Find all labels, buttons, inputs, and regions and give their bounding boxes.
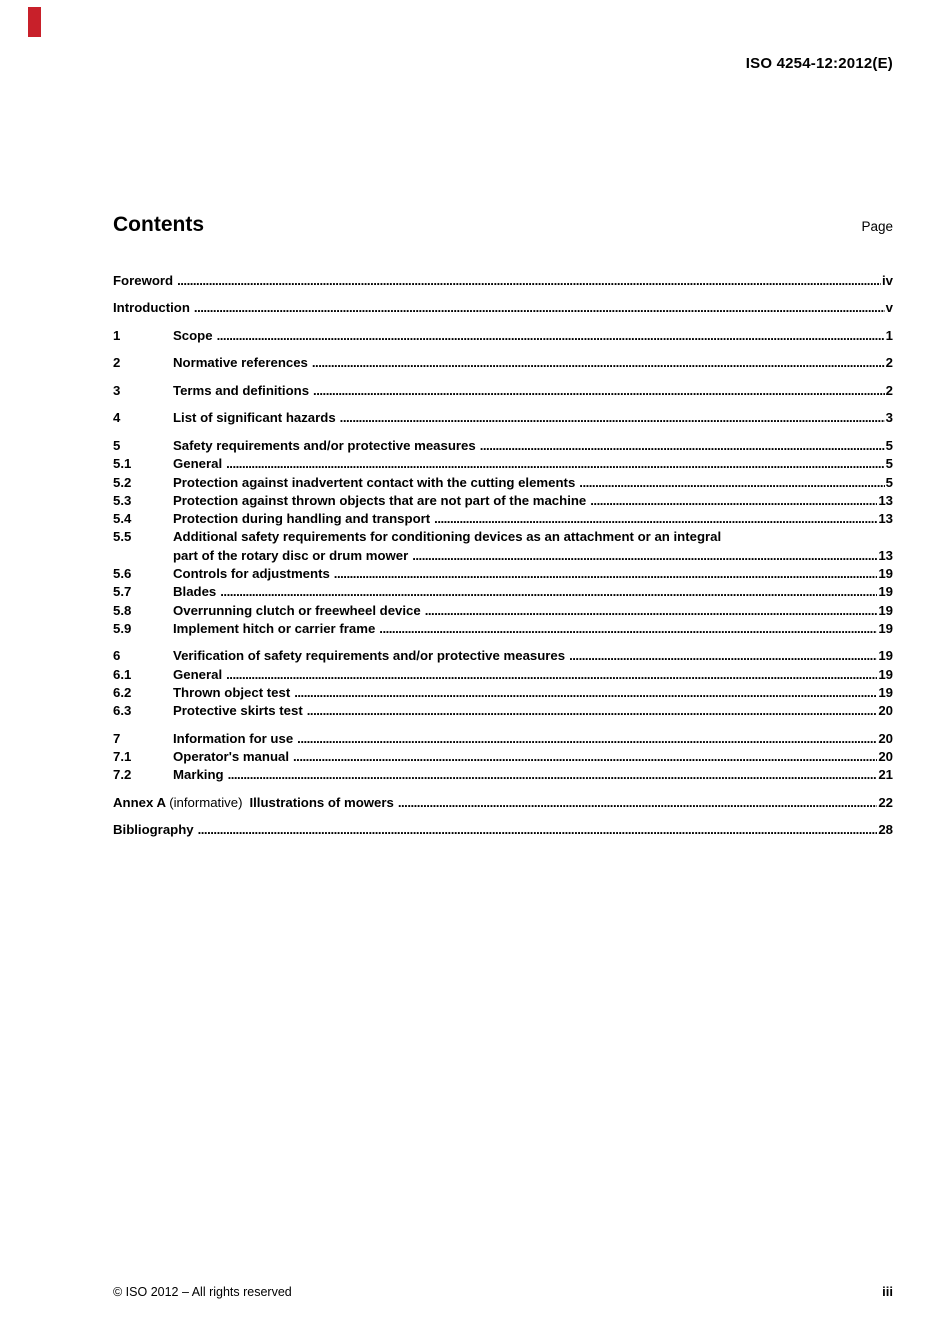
dot-leader bbox=[226, 455, 885, 473]
toc-entry-page: 19 bbox=[878, 602, 893, 618]
toc-entry-number: 6.3 bbox=[113, 703, 132, 719]
copyright-notice: © ISO 2012 – All rights reserved bbox=[113, 1285, 292, 1299]
dot-leader bbox=[334, 565, 878, 583]
toc-entry-number: 7.2 bbox=[113, 767, 132, 783]
toc-entry-label: Protective skirts test bbox=[173, 703, 303, 719]
toc-entry-label: Controls for adjustments bbox=[173, 565, 330, 581]
toc-entry-label: Overrunning clutch or freewheel device bbox=[173, 602, 421, 618]
toc-entry bbox=[113, 455, 893, 473]
toc-entry-number: 6 bbox=[113, 648, 121, 664]
toc-entry-page: 19 bbox=[878, 648, 893, 664]
toc-entry-label: Additional safety requirements for conditioning devices as an attachment or an integral bbox=[173, 529, 722, 545]
toc-entry-label: Blades bbox=[173, 584, 217, 600]
dot-leader bbox=[579, 474, 884, 492]
toc-entry bbox=[113, 382, 893, 400]
page-footer bbox=[113, 1284, 893, 1299]
toc-entry-page: 19 bbox=[878, 565, 893, 581]
toc-entry bbox=[113, 647, 893, 665]
toc-entry bbox=[113, 272, 893, 290]
toc-entry-label: Verification of safety requirements and/or protective measures bbox=[173, 648, 566, 664]
toc-entry-label: Introduction bbox=[113, 300, 190, 316]
toc-entry-page: 13 bbox=[878, 547, 893, 563]
toc-entry-label: Protection against thrown objects that are not part of the machine bbox=[173, 492, 587, 508]
toc-entry-annex bbox=[113, 794, 893, 812]
toc-entry bbox=[113, 474, 893, 492]
dot-leader bbox=[425, 602, 878, 620]
dot-leader bbox=[379, 620, 877, 638]
toc-entry bbox=[113, 730, 893, 748]
toc-entry-label: Normative references bbox=[173, 355, 308, 371]
toc-entry-number: 5.7 bbox=[113, 584, 132, 600]
dot-leader bbox=[297, 730, 877, 748]
dot-leader bbox=[293, 748, 877, 766]
page-content bbox=[113, 0, 893, 840]
toc-group-bibliography bbox=[113, 821, 893, 839]
toc-entry-number: 5.3 bbox=[113, 492, 132, 508]
toc-entry-number: 1 bbox=[113, 327, 121, 343]
toc-entry-number: 5.6 bbox=[113, 565, 132, 581]
toc-entry bbox=[113, 299, 893, 317]
toc-entry-page: 20 bbox=[878, 703, 893, 719]
toc-entry-label: Foreword bbox=[113, 273, 174, 288]
dot-leader bbox=[569, 647, 877, 665]
toc-entry-label: Protection during handling and transport bbox=[173, 511, 431, 527]
toc-group-section-6 bbox=[113, 647, 893, 720]
toc-entry-page: iv bbox=[882, 273, 893, 288]
toc-entry-number: 5.1 bbox=[113, 456, 132, 472]
toc-entry bbox=[113, 565, 893, 583]
dot-leader bbox=[312, 354, 885, 372]
toc-group bbox=[113, 327, 893, 345]
toc-entry bbox=[113, 602, 893, 620]
toc-entry-number: 6.2 bbox=[113, 684, 132, 700]
toc-entry-page: 20 bbox=[878, 730, 893, 746]
toc-entry-label: part of the rotary disc or drum mower bbox=[173, 547, 409, 563]
dot-leader bbox=[313, 382, 885, 400]
toc-entry bbox=[113, 354, 893, 372]
toc-group bbox=[113, 354, 893, 372]
toc-entry-page: 13 bbox=[878, 511, 893, 527]
toc-entry-page: 28 bbox=[878, 822, 893, 838]
toc-entry-page: 22 bbox=[878, 794, 893, 810]
toc-entry-page: 1 bbox=[885, 327, 893, 343]
dot-leader bbox=[228, 766, 878, 784]
toc-entry bbox=[113, 766, 893, 784]
toc-entry bbox=[113, 748, 893, 766]
annex-label: Annex A bbox=[113, 794, 166, 810]
toc-entry bbox=[113, 684, 893, 702]
dot-leader bbox=[340, 409, 885, 427]
toc-entry-page: 21 bbox=[878, 767, 893, 783]
toc-entry-label: Implement hitch or carrier frame bbox=[173, 620, 376, 636]
toc-entry-wrapped-line-2 bbox=[113, 547, 893, 565]
toc-entry-page: 19 bbox=[878, 684, 893, 700]
toc-group-annex bbox=[113, 794, 893, 812]
toc-entry-label: Terms and definitions bbox=[173, 382, 310, 398]
toc-entry bbox=[113, 409, 893, 427]
dot-leader bbox=[398, 794, 878, 812]
toc-entry-number: 5.5 bbox=[113, 529, 132, 545]
toc-entry-number: 2 bbox=[113, 355, 121, 371]
toc-entry-wrapped-line-1 bbox=[113, 528, 893, 546]
toc-entry-page: 19 bbox=[878, 584, 893, 600]
toc-entry-number: 3 bbox=[113, 382, 121, 398]
toc-entry bbox=[113, 327, 893, 345]
dot-leader bbox=[307, 702, 878, 720]
toc-group-section-5 bbox=[113, 437, 893, 638]
dot-leader bbox=[294, 684, 877, 702]
toc-entry-label: Marking bbox=[173, 767, 224, 783]
toc-entry-page: 5 bbox=[885, 456, 893, 472]
toc-entry bbox=[113, 492, 893, 510]
toc-entry bbox=[113, 620, 893, 638]
toc-entry-page: 5 bbox=[885, 437, 893, 453]
toc-entry-number: 7 bbox=[113, 730, 121, 746]
toc-entry-page: 13 bbox=[878, 492, 893, 508]
dot-leader bbox=[590, 492, 877, 510]
toc-entry-number: 5.9 bbox=[113, 620, 132, 636]
page-column-label: Page bbox=[861, 219, 893, 234]
toc-group bbox=[113, 382, 893, 400]
toc-entry bbox=[113, 821, 893, 839]
toc-entry-label: Protection against inadvertent contact with the cutting elements bbox=[173, 474, 576, 490]
toc-group bbox=[113, 299, 893, 317]
toc-entry bbox=[113, 702, 893, 720]
toc-entry-number: 5.2 bbox=[113, 474, 132, 490]
page-number: iii bbox=[882, 1284, 893, 1299]
toc-entry-page: 2 bbox=[885, 382, 893, 398]
toc-entry-label: List of significant hazards bbox=[173, 410, 336, 426]
toc-entry-number: 4 bbox=[113, 410, 121, 426]
dot-leader bbox=[226, 666, 877, 684]
dot-leader bbox=[194, 299, 885, 317]
toc-entry-label: Information for use bbox=[173, 730, 294, 746]
contents-title: Contents bbox=[113, 213, 204, 236]
annex-qualifier: (informative) bbox=[169, 794, 243, 810]
red-corner-mark bbox=[28, 7, 41, 37]
toc-entry-label: Scope bbox=[173, 327, 213, 343]
toc-group bbox=[113, 409, 893, 427]
toc-entry-page: 3 bbox=[885, 410, 893, 426]
toc-entry-label: Operator's manual bbox=[173, 749, 289, 765]
dot-leader bbox=[198, 821, 878, 839]
toc-entry-page: v bbox=[885, 300, 893, 316]
dot-leader bbox=[217, 327, 885, 345]
dot-leader bbox=[177, 272, 881, 290]
toc-entry-page: 2 bbox=[885, 355, 893, 371]
table-of-contents bbox=[113, 272, 893, 840]
toc-entry-label: General bbox=[173, 666, 223, 682]
toc-entry-page: 19 bbox=[878, 666, 893, 682]
toc-entry-number: 5.8 bbox=[113, 602, 132, 618]
dot-leader bbox=[480, 437, 885, 455]
dot-leader bbox=[434, 510, 877, 528]
toc-entry-number: 7.1 bbox=[113, 749, 132, 765]
toc-entry-number: 5.4 bbox=[113, 511, 132, 527]
toc-entry-label: Bibliography bbox=[113, 822, 194, 838]
toc-entry bbox=[113, 666, 893, 684]
toc-entry-label bbox=[113, 794, 394, 812]
toc-entry-number: 5 bbox=[113, 437, 121, 453]
toc-entry bbox=[113, 437, 893, 455]
toc-group bbox=[113, 272, 893, 290]
toc-entry-label: Thrown object test bbox=[173, 684, 291, 700]
toc-group-section-7 bbox=[113, 730, 893, 785]
document-code: ISO 4254-12:2012(E) bbox=[745, 55, 893, 72]
dot-leader bbox=[220, 583, 877, 601]
annex-title: Illustrations of mowers bbox=[249, 794, 394, 810]
contents-header bbox=[113, 212, 893, 240]
toc-entry-page: 19 bbox=[878, 620, 893, 636]
toc-entry bbox=[113, 510, 893, 528]
toc-entry-page: 20 bbox=[878, 749, 893, 765]
toc-entry-label: General bbox=[173, 456, 223, 472]
dot-leader bbox=[412, 547, 877, 565]
toc-entry-number: 6.1 bbox=[113, 666, 132, 682]
toc-entry-page: 5 bbox=[885, 474, 893, 490]
toc-entry-label: Safety requirements and/or protective measures bbox=[173, 437, 476, 453]
toc-entry bbox=[113, 583, 893, 601]
